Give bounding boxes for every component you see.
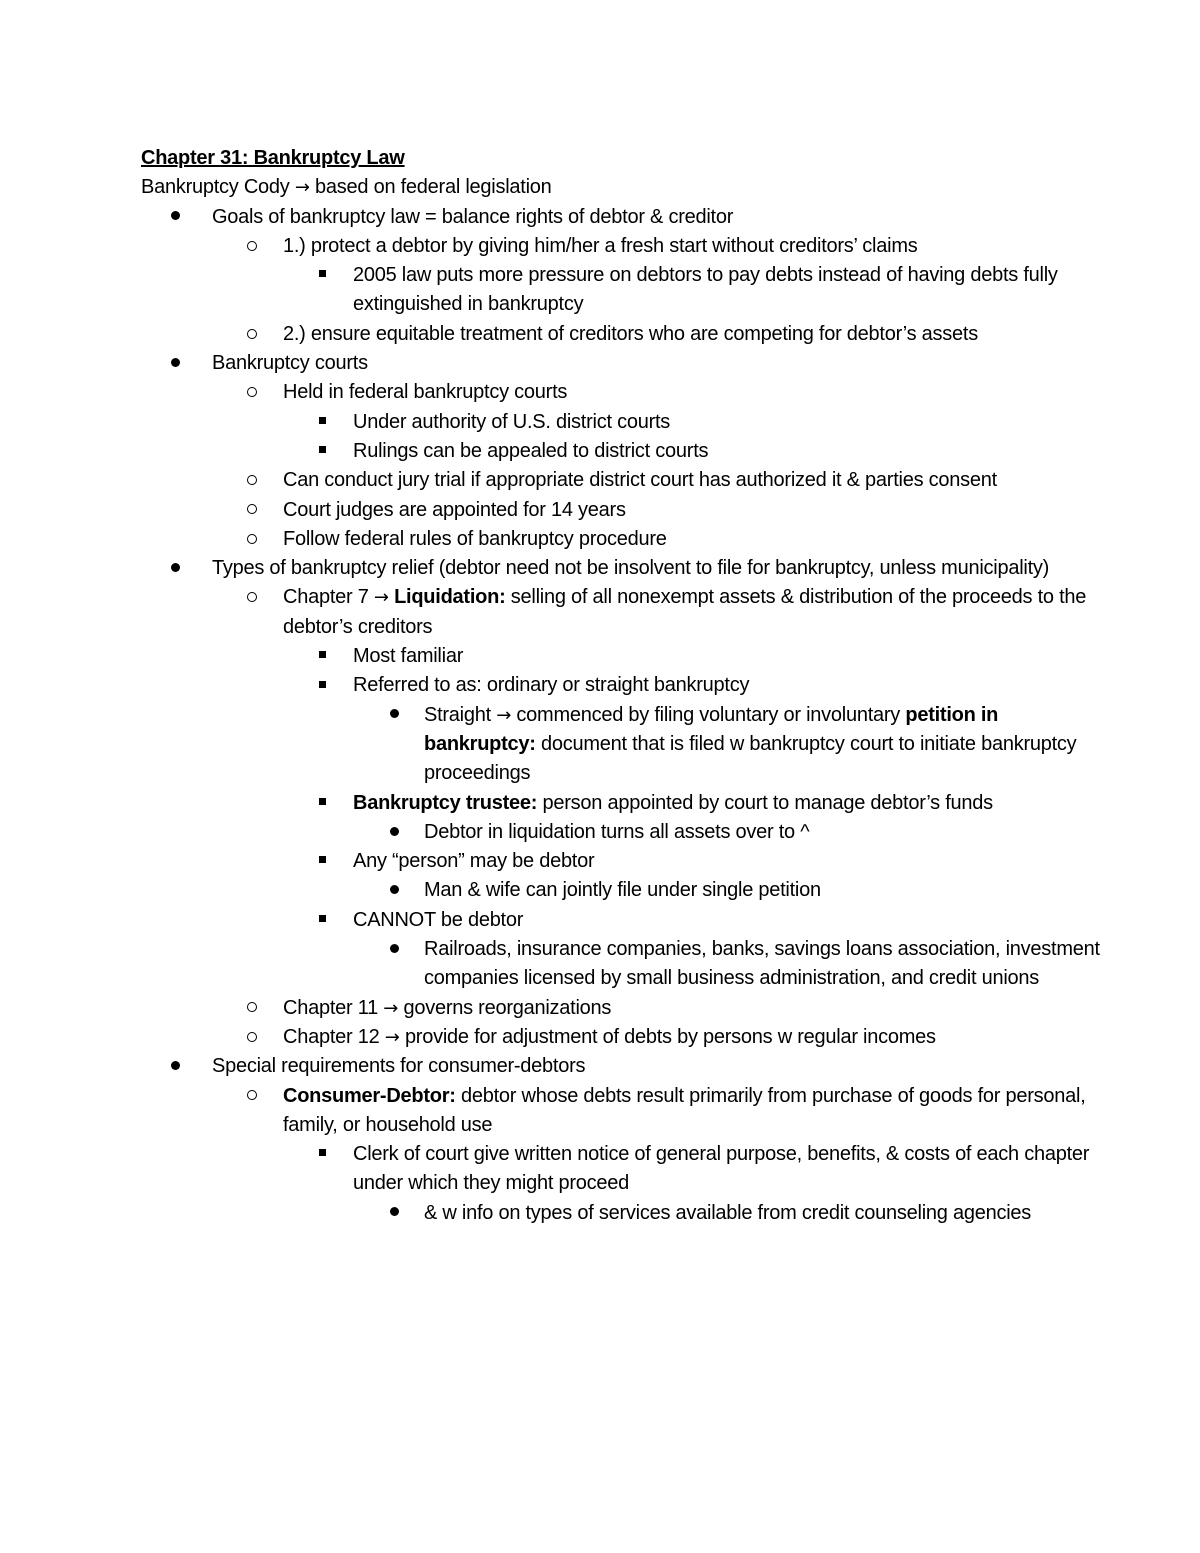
list-item (141, 1023, 1101, 1052)
arrow-icon: → (384, 1026, 400, 1048)
list-item (141, 1052, 1101, 1081)
bullet-disc-icon (171, 554, 201, 583)
list-item (141, 701, 1101, 789)
list-item (141, 818, 1101, 847)
bullet-disc-icon (390, 876, 420, 905)
bullet-disc-icon (390, 1199, 420, 1228)
list-item (141, 1082, 1101, 1141)
document-body (141, 144, 1101, 1228)
list-item (141, 496, 1101, 525)
list-item (141, 1199, 1101, 1228)
list-item (141, 906, 1101, 935)
list-item-text: Chapter 12 (283, 1025, 380, 1048)
list-item-text: governs reorganizations (403, 996, 612, 1019)
term-consumer-debtor: Consumer-Debtor: (283, 1084, 456, 1107)
bullet-square-icon (319, 847, 349, 876)
list-item (141, 554, 1101, 583)
intro-text: based on federal legislation (315, 176, 552, 199)
list-item (141, 671, 1101, 700)
list-item-text: Types of bankruptcy relief (debtor need not be insolvent to file for bankruptcy, unless municipality) (212, 557, 1050, 580)
list-item (141, 378, 1101, 407)
bullet-square-icon (319, 906, 349, 935)
list-item (141, 261, 1101, 320)
list-item-text: Held in federal bankruptcy courts (283, 381, 568, 404)
list-item-text: 2.) ensure equitable treatment of creditors who are competing for debtor’s assets (283, 322, 978, 345)
list-item (141, 320, 1101, 349)
list-item-text: Clerk of court give written notice of general purpose, benefits, & costs of each chapter under which they might proceed (353, 1143, 1090, 1195)
bullet-square-icon (319, 642, 349, 671)
bullet-square-icon (319, 261, 349, 290)
list-item (141, 789, 1101, 818)
list-item (141, 847, 1101, 876)
list-item-text: Rulings can be appealed to district courts (353, 439, 709, 462)
list-item-text: Under authority of U.S. district courts (353, 410, 671, 433)
list-item-text: Chapter 7 (283, 586, 369, 609)
list-item-text: 1.) protect a debtor by giving him/her a fresh start without creditors’ claims (283, 234, 918, 257)
list-item-text: Court judges are appointed for 14 years (283, 498, 626, 521)
bullet-disc-icon (171, 1052, 201, 1081)
list-item-text: Any “person” may be debtor (353, 850, 595, 873)
list-item (141, 1140, 1101, 1199)
list-item-text: commenced by filing voluntary or involuntary (516, 703, 901, 726)
list-item (141, 525, 1101, 554)
list-item (141, 349, 1101, 378)
bullet-circle-icon (247, 466, 277, 495)
bullet-disc-icon (390, 701, 420, 730)
list-item-text: debtor whose debts result primarily from purchase of goods for personal, family, or household use (283, 1084, 1086, 1136)
term-liquidation: Liquidation: (394, 586, 506, 609)
list-item (141, 583, 1101, 642)
list-item-text: selling of all nonexempt assets & distribution of the proceeds to the debtor’s creditors (283, 586, 1087, 638)
list-item (141, 408, 1101, 437)
bullet-square-icon (319, 671, 349, 700)
arrow-icon: → (496, 704, 512, 726)
list-item-text: 2005 law puts more pressure on debtors to pay debts instead of having debts fully extinguished in bankruptcy (353, 264, 1058, 316)
list-item-text: Straight (424, 703, 491, 726)
arrow-icon: → (373, 587, 389, 609)
list-item-text: document that is filed w bankruptcy court to initiate bankruptcy proceedings (424, 732, 1077, 785)
list-item-text: Bankruptcy courts (212, 352, 368, 375)
term-trustee: Bankruptcy trustee: (353, 791, 538, 814)
list-item-text: person appointed by court to manage debtor’s funds (542, 791, 993, 814)
list-item (141, 203, 1101, 232)
intro-term: Bankruptcy Cody (141, 176, 290, 199)
list-item (141, 642, 1101, 671)
bullet-square-icon (319, 437, 349, 466)
intro-line (141, 173, 1101, 202)
bullet-circle-icon (247, 378, 277, 407)
list-item (141, 466, 1101, 495)
bullet-circle-icon (247, 320, 277, 349)
bullet-disc-icon (171, 203, 201, 232)
list-item-text: provide for adjustment of debts by persons w regular incomes (404, 1025, 936, 1048)
bullet-circle-icon (247, 232, 277, 261)
list-item (141, 994, 1101, 1023)
list-item-text: Man & wife can jointly file under single petition (424, 879, 821, 902)
list-item-text: Special requirements for consumer-debtors (212, 1055, 586, 1078)
list-item-text: Railroads, insurance companies, banks, savings loans association, investment companies licensed by small business administration, and credit unions (424, 938, 1100, 990)
bullet-circle-icon (247, 583, 277, 612)
list-item (141, 935, 1101, 994)
bullet-square-icon (319, 789, 349, 818)
bullet-circle-icon (247, 994, 277, 1023)
list-item-text: Chapter 11 (283, 996, 378, 1019)
list-item-text: Referred to as: ordinary or straight bankruptcy (353, 674, 750, 697)
bullet-disc-icon (390, 935, 420, 964)
bullet-square-icon (319, 408, 349, 437)
list-item (141, 437, 1101, 466)
list-item-text: Most familiar (353, 645, 464, 668)
list-item-text: Debtor in liquidation turns all assets over to ^ (424, 820, 810, 843)
document-title: Chapter 31: Bankruptcy Law (141, 147, 405, 169)
bullet-disc-icon (390, 818, 420, 847)
bullet-circle-icon (247, 525, 277, 554)
list-item (141, 876, 1101, 905)
list-item-text: Follow federal rules of bankruptcy procedure (283, 527, 667, 550)
list-item-text: & w info on types of services available from credit counseling agencies (424, 1201, 1032, 1224)
list-item-text: CANNOT be debtor (353, 908, 524, 931)
bullet-disc-icon (171, 349, 201, 378)
list-item (141, 232, 1101, 261)
term-petition: petition in bankruptcy: (424, 703, 999, 755)
bullet-circle-icon (247, 1082, 277, 1111)
arrow-icon: → (383, 997, 399, 1019)
list-item-text: Goals of bankruptcy law = balance rights of debtor & creditor (212, 205, 734, 228)
bullet-circle-icon (247, 1023, 277, 1052)
bullet-circle-icon (247, 496, 277, 525)
arrow-icon: → (294, 177, 310, 199)
list-item-text: Can conduct jury trial if appropriate district court has authorized it & parties consent (283, 469, 997, 492)
bullet-square-icon (319, 1140, 349, 1169)
